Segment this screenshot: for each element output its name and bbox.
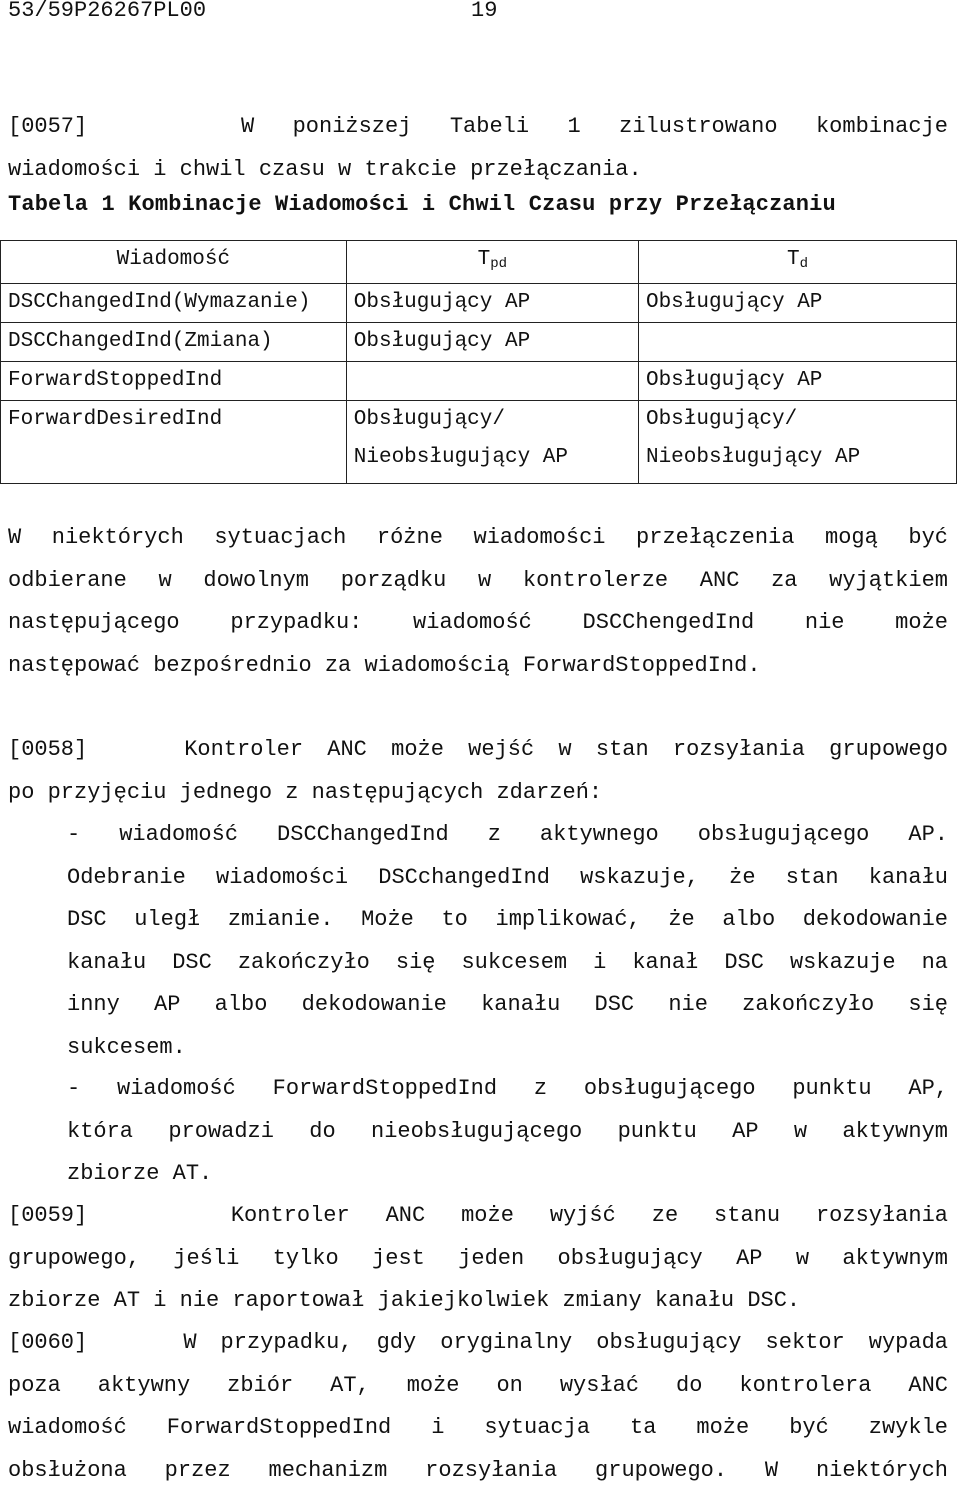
paragraph-line: która prowadzi do nieobsługującego punktu AP w aktywnym [67,1111,948,1154]
paragraph-line: [0059] Kontroler ANC może wyjść ze stanu rozsyłania [8,1195,948,1238]
cell-tpd: Obsługujący/ [346,401,638,440]
paragraph-line: [0057] W poniższej Tabeli 1 zilustrowano kombinacje [8,106,948,149]
table-caption: Tabela 1 Kombinacje Wiadomości i Chwil Czasu przy Przełączaniu [8,192,948,217]
paragraph-after-table [8,517,948,687]
paragraph-line: sukcesem. [67,1027,948,1070]
paragraph-0057 [8,106,948,191]
paragraph-line: wiadomość ForwardStoppedInd i sytuacja ta może być zwykle [8,1407,948,1450]
cell-td: Nieobsługujący AP [638,439,956,484]
cell-message [1,439,347,484]
cell-message: DSCChangedInd(Zmiana) [1,323,347,362]
table-row [1,362,957,401]
table-row [1,323,957,362]
page-number: 19 [471,0,497,23]
cell-tpd: Nieobsługujący AP [346,439,638,484]
header-tpd: $T_{pd}$ [346,241,638,284]
paragraph-line: grupowego, jeśli tylko jest jeden obsługujący AP w aktywnym [8,1238,948,1281]
paragraph-line: zbiorze AT. [67,1153,948,1196]
paragraph-line: [0058] Kontroler ANC może wejść w stan rozsyłania grupowego [8,729,948,772]
paragraph-0060 [8,1322,948,1492]
paragraph-line: Odebranie wiadomości DSCchangedInd wskazuje, że stan kanału [67,857,948,900]
paragraph-0058 [8,729,948,814]
paragraph-tag: [0057] [8,114,87,139]
paragraph-tag: [0058] [8,737,87,762]
cell-td: Obsługujący/ [638,401,956,440]
paragraph-line: [0060] W przypadku, gdy oryginalny obsługujący sektor wypada [8,1322,948,1365]
page-header [8,0,952,26]
cell-td: Obsługujący AP [638,284,956,323]
cell-tpd [346,362,638,401]
header-message: Wiadomość [1,241,347,284]
paragraph-line: poza aktywny zbiór AT, może on wysłać do kontrolera ANC [8,1365,948,1408]
paragraph-line: - wiadomość DSCChangedInd z aktywnego obsługującego AP. [67,814,948,857]
paragraph-line: po przyjęciu jednego z następujących zdarzeń: [8,772,948,815]
table-row [1,401,957,440]
paragraph-line: kanału DSC zakończyło się sukcesem i kanał DSC wskazuje na [67,942,948,985]
cell-tpd: Obsługujący AP [346,284,638,323]
table-header-row [1,241,957,284]
paragraph-0059 [8,1195,948,1323]
document-id: 53/59P26267PL00 [8,0,206,23]
paragraph-line: - wiadomość ForwardStoppedInd z obsługującego punktu AP, [67,1068,948,1111]
list-item [67,814,948,1069]
cell-tpd: Obsługujący AP [346,323,638,362]
paragraph-line: odbierane w dowolnym porządku w kontrolerze ANC za wyjątkiem [8,560,948,603]
table-row [1,284,957,323]
cell-td: Obsługujący AP [638,362,956,401]
combinations-table [0,240,957,484]
paragraph-line: następującego przypadku: wiadomość DSCChengedInd nie może [8,602,948,645]
header-td: $T_d$ [638,241,956,284]
cell-td [638,323,956,362]
list-item [67,1068,948,1196]
paragraph-tag: [0060] [8,1330,87,1355]
paragraph-line: wiadomości i chwil czasu w trakcie przełączania. [8,149,948,192]
cell-message: ForwardStoppedInd [1,362,347,401]
cell-message: DSCChangedInd(Wymazanie) [1,284,347,323]
paragraph-line: DSC uległ zmianie. Może to implikować, że albo dekodowanie [67,899,948,942]
paragraph-tag: [0059] [8,1203,87,1228]
table-row [1,439,957,484]
cell-message: ForwardDesiredInd [1,401,347,440]
paragraph-line: zbiorze AT i nie raportował jakiejkolwiek zmiany kanału DSC. [8,1280,948,1323]
paragraph-line: następować bezpośrednio za wiadomością ForwardStoppedInd. [8,645,948,688]
paragraph-line: obsłużona przez mechanizm rozsyłania grupowego. W niektórych [8,1450,948,1492]
paragraph-line: W niektórych sytuacjach różne wiadomości przełączenia mogą być [8,517,948,560]
paragraph-line: inny AP albo dekodowanie kanału DSC nie zakończyło się [67,984,948,1027]
